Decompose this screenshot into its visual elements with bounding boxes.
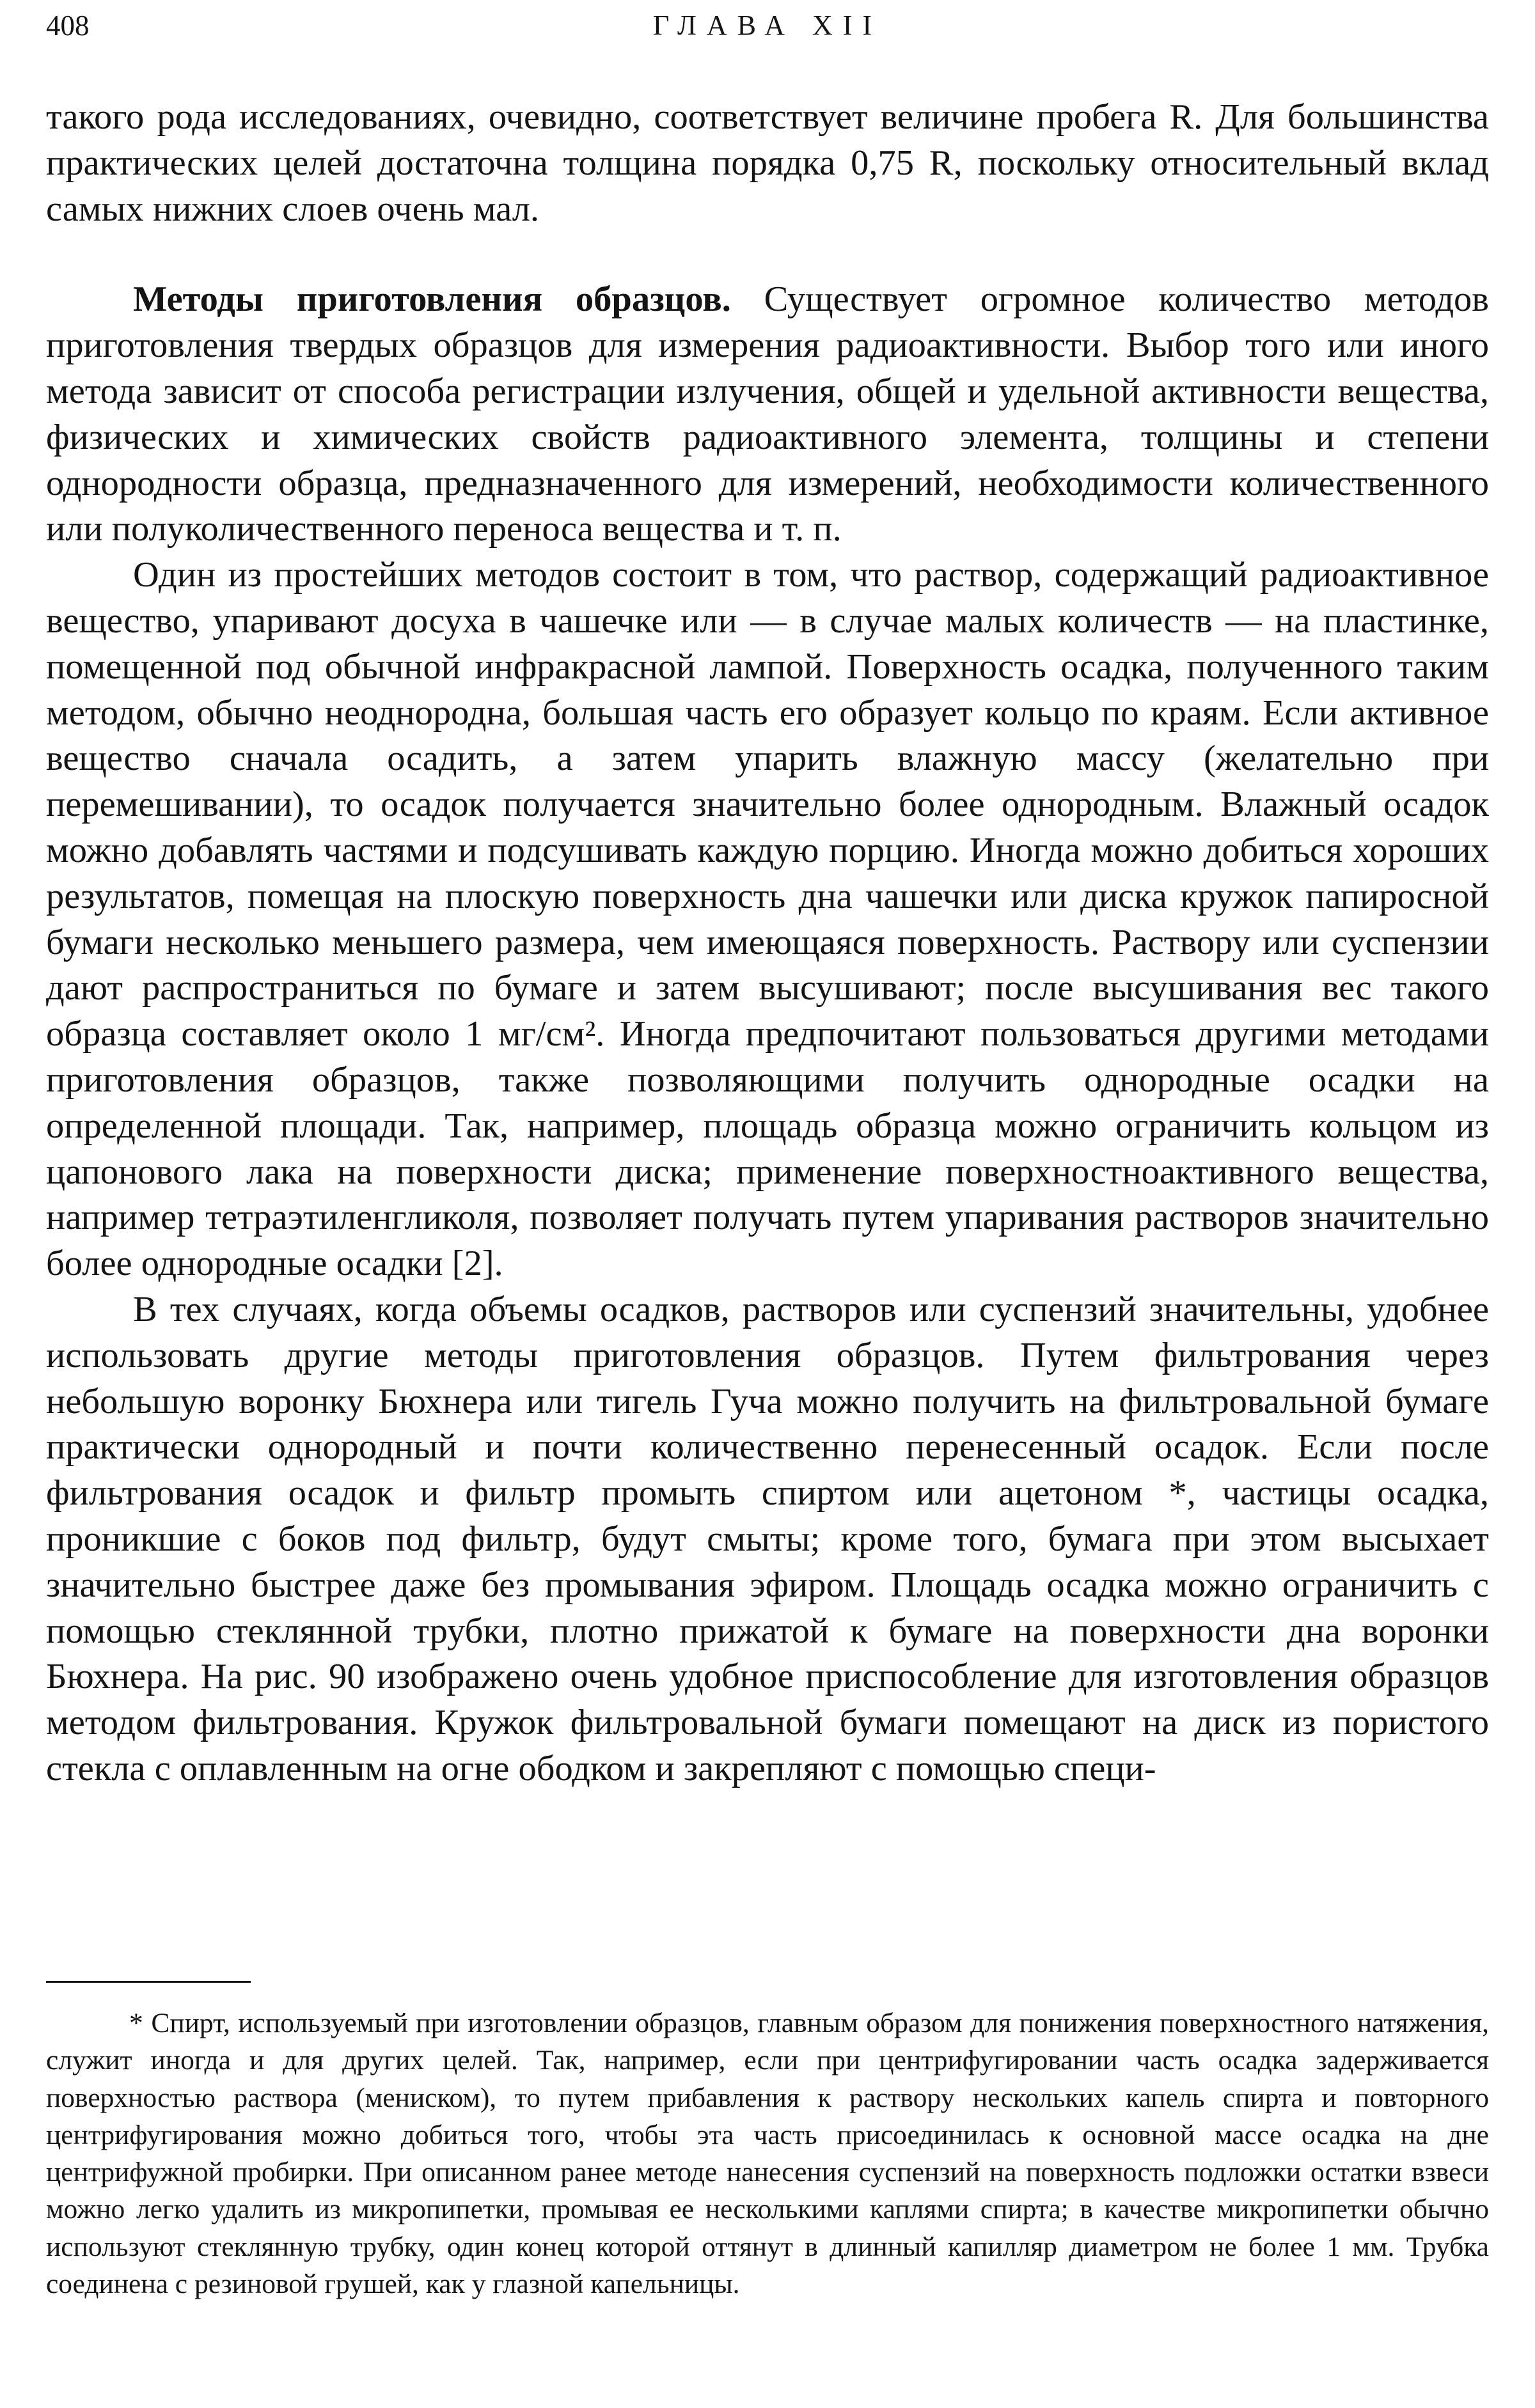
footnotes <box>46 2005 1489 2302</box>
page-number: 408 <box>46 10 90 42</box>
paragraph-evaporation-method: Один из простейших методов состоит в том, что раствор, содержащий радиоактивное вещество, упаривают досуха в чашечке или — в случае малых количеств — на пластинке, помещенной под обычной инфракрасной лампой. Поверхность осадка, полученного таким методом, обычно неоднородна, большая часть его образует кольцо по краям. Если активное вещество сначала осадить, а затем упарить влажную массу (желательно при перемешивании), то осадок получается значительно более однородным. Влажный осадок можно добавлять частями и подсушивать каждую порцию. Иногда можно добиться хороших результатов, помещая на плоскую поверхность дна чашечки или диска кружок папиросной бумаги несколько меньшего размера, чем имеющаяся поверхность. Раствору или суспензии дают распространиться по бумаге и затем высушивают; после высушивания вес такого образца составляет около 1 мг/см². Иногда предпочитают пользоваться другими методами приготовления образцов, также позволяющими получить однородные осадки на определенной площади. Так, например, площадь образца можно ограничить кольцом из цапонового лака на поверхности диска; применение поверхностноактивного вещества, например тетраэтиленгликоля, позволяет получать путем упаривания растворов значительно более однородные осадки [2]. <box>46 555 1489 1284</box>
running-head: ГЛАВА XII <box>652 10 883 41</box>
footnote-divider <box>46 1981 251 1983</box>
section-heading: Методы приготовления образцов. <box>133 279 731 320</box>
footnote: * Спирт, используемый при изготовлении образцов, главным образом для понижения поверхностного натяжения, служит иногда и для других целей. Так, например, если при центрифугировании часть осадка задерживается поверхностью раствора (мениском), то путем прибавления к раствору нескольких капель спирта и повторного центрифугирования можно добиться того, чтобы эта часть присоединилась к основной массе осадка на дне центрифужной пробирки. При описанном ранее методе нанесения суспензий на поверхность подложки остатки взвеси можно легко удалить из микропипетки, промывая ее несколькими каплями спирта; в качестве микропипетки обычно используют стеклянную трубку, один конец которой оттянут в длинный капилляр диаметром не более 1 мм. Трубка соединена с резиновой грушей, как у глазной капельницы. <box>46 2008 1489 2300</box>
paragraph-methods-intro <box>46 277 1489 552</box>
main-text <box>46 95 1489 1792</box>
paragraph-filtration-method: В тех случаях, когда объемы осадков, растворов или суспензий значительны, удобнее использовать другие методы приготовления образцов. Путем фильтрования через небольшую воронку Бюхнера или тигель Гуча можно получить на фильтровальной бумаге практически однородный и почти количественно перенесенный осадок. Если после фильтрования осадок и фильтр промыть спиртом или ацетоном *, частицы осадка, проникшие с боков под фильтр, будут смыты; кроме того, бумага при этом высыхает значительно быстрее даже без промывания эфиром. Площадь осадка можно ограничить с помощью стеклянной трубки, плотно прижатой к бумаге на поверхности дна воронки Бюхнера. На рис. 90 изображено очень удобное приспособление для изготовления образцов методом фильтрования. Кружок фильтровальной бумаги помещают на диск из пористого стекла с оплавленным на огне ободком и закрепляют с помощью специ- <box>46 1289 1489 1788</box>
page-header <box>46 5 1489 46</box>
paragraph-text: Существует огромное количество методов приготовления твердых образцов для измерения радиоактивности. Выбор того или иного метода зависит от способа регистрации излучения, общей и удельной активности вещества, физических и химических свойств радиоактивного элемента, толщины и степени однородности образца, предназначенного для измерений, необходимости количественного или полуколичественного переноса вещества и т. п. <box>46 279 1489 549</box>
paragraph-continuation: такого рода исследованиях, очевидно, соответствует величине пробега R. Для большинства практических целей достаточна толщина порядка 0,75 R, поскольку относительный вклад самых нижних слоев очень мал. <box>46 97 1489 229</box>
